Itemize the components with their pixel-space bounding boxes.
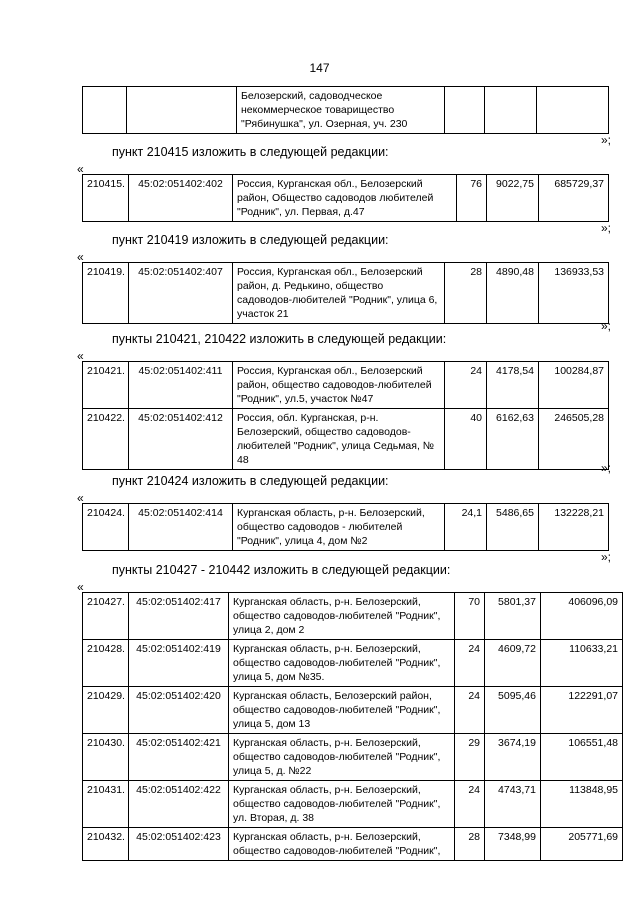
close-quote: »; bbox=[600, 133, 611, 147]
rate-cell: 4890,48 bbox=[487, 263, 539, 324]
total-cell: 406096,09 bbox=[541, 593, 623, 640]
rate-cell: 6162,63 bbox=[487, 409, 539, 470]
rate-cell: 4743,71 bbox=[485, 781, 541, 828]
page-number: 147 bbox=[309, 61, 330, 75]
open-quote: « bbox=[77, 491, 84, 505]
row-number: 210430. bbox=[83, 734, 129, 781]
address-cell: Курганская область, р-н. Белозерский, общество садоводов-любителей "Родник", улица 2, дом 2 bbox=[229, 593, 455, 640]
rate-cell: 5801,37 bbox=[485, 593, 541, 640]
rate-cell: 7348,99 bbox=[485, 828, 541, 861]
rate-cell: 5095,46 bbox=[485, 687, 541, 734]
total-cell: 122291,07 bbox=[541, 687, 623, 734]
table-row bbox=[83, 593, 623, 640]
table-row bbox=[83, 640, 623, 687]
row-number: 210419. bbox=[83, 263, 129, 324]
rate-cell: 5486,65 bbox=[487, 504, 539, 551]
area-cell: 24 bbox=[455, 640, 485, 687]
row-number: 210415. bbox=[83, 175, 129, 222]
address-cell: Россия, Курганская обл., Белозерский район, общество садоводов-любителей "Родник", ул.5, участок №47 bbox=[233, 362, 445, 409]
row-number: 210422. bbox=[83, 409, 129, 470]
section-table bbox=[82, 592, 623, 861]
row-number: 210429. bbox=[83, 687, 129, 734]
area-cell: 28 bbox=[455, 828, 485, 861]
top-fragment-table bbox=[82, 86, 609, 134]
section-table bbox=[82, 174, 609, 222]
address-cell: Курганская область, р-н. Белозерский, общество садоводов-любителей "Родник", ул. Вторая, д. 38 bbox=[229, 781, 455, 828]
address-cell: Россия, Курганская обл., Белозерский район, д. Редькино, общество садоводов-любителей "Родник", улица 6, участок 21 bbox=[233, 263, 445, 324]
row-number: 210421. bbox=[83, 362, 129, 409]
total-cell: 205771,69 bbox=[541, 828, 623, 861]
row-number: 210427. bbox=[83, 593, 129, 640]
cadastral-number: 45:02:051402:422 bbox=[129, 781, 229, 828]
cadastral-number: 45:02:051402:423 bbox=[129, 828, 229, 861]
total-cell: 106551,48 bbox=[541, 734, 623, 781]
rate-cell: 4178,54 bbox=[487, 362, 539, 409]
table-row bbox=[83, 687, 623, 734]
total-cell: 136933,53 bbox=[539, 263, 609, 324]
row-number: 210424. bbox=[83, 504, 129, 551]
total-cell: 100284,87 bbox=[539, 362, 609, 409]
area-cell: 29 bbox=[455, 734, 485, 781]
table-row bbox=[83, 504, 609, 551]
rate-cell: 3674,19 bbox=[485, 734, 541, 781]
section-table bbox=[82, 361, 609, 470]
address-cell: Белозерский, садоводческое некоммерческое товарищество "Рябинушка", ул. Озерная, уч. 230 bbox=[237, 87, 445, 134]
total-cell: 132228,21 bbox=[539, 504, 609, 551]
table-row bbox=[83, 175, 609, 222]
area-cell: 40 bbox=[445, 409, 487, 470]
area-cell: 24 bbox=[455, 687, 485, 734]
address-cell: Курганская область, Белозерский район, общество садоводов-любителей "Родник", улица 5, дом 13 bbox=[229, 687, 455, 734]
address-cell: Курганская область, р-н. Белозерский, общество садоводов-любителей "Родник", bbox=[229, 828, 455, 861]
close-quote: »; bbox=[600, 221, 611, 235]
section-table bbox=[82, 262, 609, 324]
cadastral-number: 45:02:051402:417 bbox=[129, 593, 229, 640]
row-number: 210432. bbox=[83, 828, 129, 861]
table-row bbox=[83, 263, 609, 324]
row-number: 210431. bbox=[83, 781, 129, 828]
table-row bbox=[83, 409, 609, 470]
cadastral-number: 45:02:051402:407 bbox=[129, 263, 233, 324]
address-cell: Курганская область, р-н. Белозерский, общество садоводов - любителей "Родник", улица 4, дом №2 bbox=[233, 504, 445, 551]
cadastral-number: 45:02:051402:412 bbox=[129, 409, 233, 470]
address-cell: Россия, обл. Курганская, р-н. Белозерский, общество садоводов-любителей "Родник", улица Седьмая, № 48 bbox=[233, 409, 445, 470]
close-quote: »; bbox=[600, 461, 611, 475]
cadastral-number: 45:02:051402:402 bbox=[129, 175, 233, 222]
open-quote: « bbox=[77, 250, 84, 264]
area-cell: 24 bbox=[445, 362, 487, 409]
rate-cell: 9022,75 bbox=[487, 175, 539, 222]
section-table bbox=[82, 503, 609, 551]
area-cell: 28 bbox=[445, 263, 487, 324]
close-quote: »; bbox=[600, 550, 611, 564]
table-row bbox=[83, 734, 623, 781]
total-cell: 685729,37 bbox=[539, 175, 609, 222]
area-cell: 70 bbox=[455, 593, 485, 640]
open-quote: « bbox=[77, 162, 84, 176]
cadastral-number: 45:02:051402:411 bbox=[129, 362, 233, 409]
section-heading: пункты 210421, 210422 изложить в следующей редакции: bbox=[112, 332, 447, 346]
total-cell: 110633,21 bbox=[541, 640, 623, 687]
address-cell: Курганская область, р-н. Белозерский, общество садоводов-любителей "Родник", улица 5, д. №22 bbox=[229, 734, 455, 781]
cadastral-number: 45:02:051402:420 bbox=[129, 687, 229, 734]
cadastral-number: 45:02:051402:414 bbox=[129, 504, 233, 551]
total-cell: 246505,28 bbox=[539, 409, 609, 470]
address-cell: Россия, Курганская обл., Белозерский район, Общество садоводов любителей "Родник", ул. Первая, д.47 bbox=[233, 175, 457, 222]
table-row bbox=[83, 828, 623, 861]
total-cell: 113848,95 bbox=[541, 781, 623, 828]
open-quote: « bbox=[77, 580, 84, 594]
section-heading: пункт 210424 изложить в следующей редакции: bbox=[112, 474, 389, 488]
address-cell: Курганская область, р-н. Белозерский, общество садоводов-любителей "Родник", улица 5, дом №35. bbox=[229, 640, 455, 687]
section-heading: пункт 210419 изложить в следующей редакции: bbox=[112, 233, 389, 247]
cadastral-number: 45:02:051402:419 bbox=[129, 640, 229, 687]
area-cell: 76 bbox=[457, 175, 487, 222]
section-heading: пункт 210415 изложить в следующей редакции: bbox=[112, 145, 389, 159]
close-quote: »; bbox=[600, 319, 611, 333]
rate-cell: 4609,72 bbox=[485, 640, 541, 687]
table-row bbox=[83, 87, 609, 134]
area-cell: 24,1 bbox=[445, 504, 487, 551]
area-cell: 24 bbox=[455, 781, 485, 828]
section-heading: пункты 210427 - 210442 изложить в следующей редакции: bbox=[112, 563, 451, 577]
table-row bbox=[83, 781, 623, 828]
cadastral-number: 45:02:051402:421 bbox=[129, 734, 229, 781]
open-quote: « bbox=[77, 349, 84, 363]
table-row bbox=[83, 362, 609, 409]
row-number: 210428. bbox=[83, 640, 129, 687]
